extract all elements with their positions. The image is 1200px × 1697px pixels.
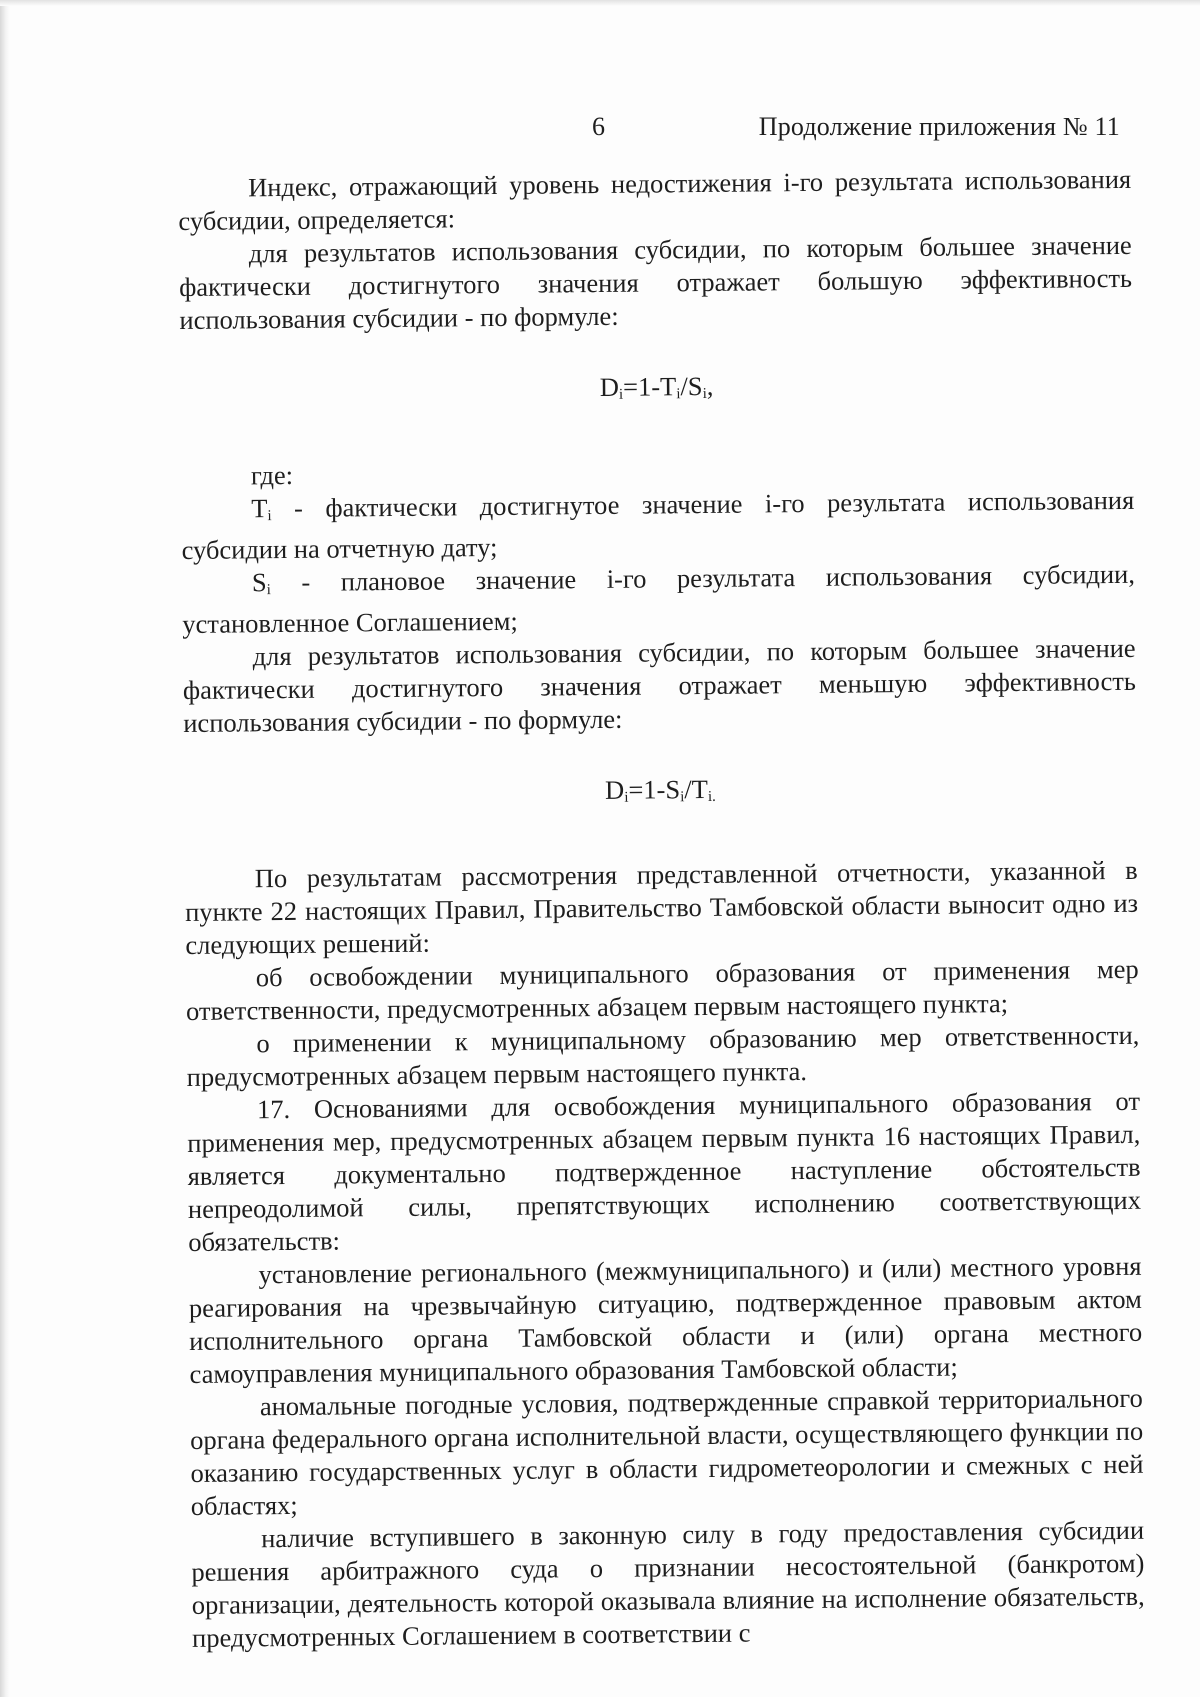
definition-s-text: - плановое значение i-го результата использования субсидии, установленное Соглашением;	[182, 558, 1136, 639]
paragraph-decisions-intro: По результатам рассмотрения представленной отчетности, указанной в пункте 22 настоящих Правил, Правительство Тамбовской области выносит одно из следующих решений:	[184, 854, 1139, 960]
formula2-d-sub: i	[624, 789, 629, 806]
formula1-s-sub: i	[702, 385, 707, 402]
definition-t-sub: i	[267, 508, 272, 525]
definition-s-var: S	[251, 567, 267, 598]
page-header	[0, 112, 1200, 152]
formula1-d: D	[599, 371, 620, 402]
paragraph-court-decision: наличие вступившего в законную силу в году предоставления субсидии решения арбитражного суда о признании несостоятельной (банкротом) организации, деятельность которой оказывала влияние на исполнение обязательств, предусмотренных Соглашением в соответствии с	[191, 1514, 1145, 1653]
paragraph-greater-is-better: для результатов использования субсидии, по которым большее значение фактически достигнутого значения отражает большую эффективность использования субсидии - по формуле:	[178, 229, 1133, 335]
paragraph-index-definition: Индекс, отражающий уровень недостижения i-го результата использования субсидии, определяется:	[178, 163, 1132, 236]
formula2-t-sub: i.	[707, 788, 716, 805]
formula2-s-sub: i	[680, 789, 685, 806]
definition-s	[182, 558, 1136, 641]
where-label: где:	[250, 459, 294, 491]
formula1-comma: ,	[706, 370, 714, 401]
paragraph-item-17: 17. Основаниями для освобождения муниципального образования от применения мер, предусмотренных абзацем первым пункта 16 настоящих Правил, является документально подтвержденное наступление обстоятельств непреодолимой силы, препятствующих исполнению соответствующих обязательств:	[187, 1085, 1142, 1257]
formula-d-equals-1-minus-s-over-t	[184, 769, 1137, 819]
formula1-d-sub: i	[618, 386, 624, 403]
definition-t-text: - фактически достигнутое значение i-го результата использования субсидии на отчетную дату;	[181, 484, 1135, 565]
formula1-t-sub: i	[676, 386, 681, 403]
page-number: 6	[592, 112, 605, 141]
paragraph-decision-release: об освобождении муниципального образования от применения мер ответственности, предусмотренных абзацем первым настоящего пункта;	[185, 953, 1139, 1026]
formula-d-equals-1-minus-t-over-s	[180, 366, 1133, 416]
paragraph-decision-apply: о применении к муниципальному образованию мер ответственности, предусмотренных абзацем первым настоящего пункта.	[186, 1019, 1140, 1092]
appendix-continuation-label: Продолжение приложения № 11	[758, 112, 1120, 141]
definition-s-sub: i	[266, 582, 272, 599]
scan-left-edge	[0, 0, 10, 1697]
document-body	[178, 163, 1145, 1655]
paragraph-abnormal-weather: аномальные погодные условия, подтвержденные справкой территориального органа федерального органа исполнительной власти, осуществляющего функции по оказанию государственных услуг в области гидрометеорологии и смежных с ней областях;	[190, 1382, 1144, 1521]
definition-t	[181, 484, 1135, 567]
formula1-over-s: /S	[680, 370, 703, 402]
formula2-d: D	[604, 774, 625, 805]
paragraph-greater-is-worse: для результатов использования субсидии, по которым большее значение фактически достигнутого значения отражает меньшую эффективность использования субсидии - по формуле:	[182, 632, 1137, 738]
paragraph-emergency-response: установление регионального (межмуниципального) и (или) местного уровня реагирования на чрезвычайную ситуацию, подтвержденное правовым актом исполнительного органа Тамбовской области и (или) органа местного самоуправления муниципального образования Тамбовской области;	[188, 1250, 1143, 1389]
definition-t-var: T	[251, 493, 268, 524]
formula1-minus-t: =1-T	[622, 371, 677, 402]
scan-top-edge	[0, 0, 1200, 6]
formula2-minus-s: =1-S	[628, 774, 681, 805]
formula2-over-t: /T	[684, 773, 709, 805]
